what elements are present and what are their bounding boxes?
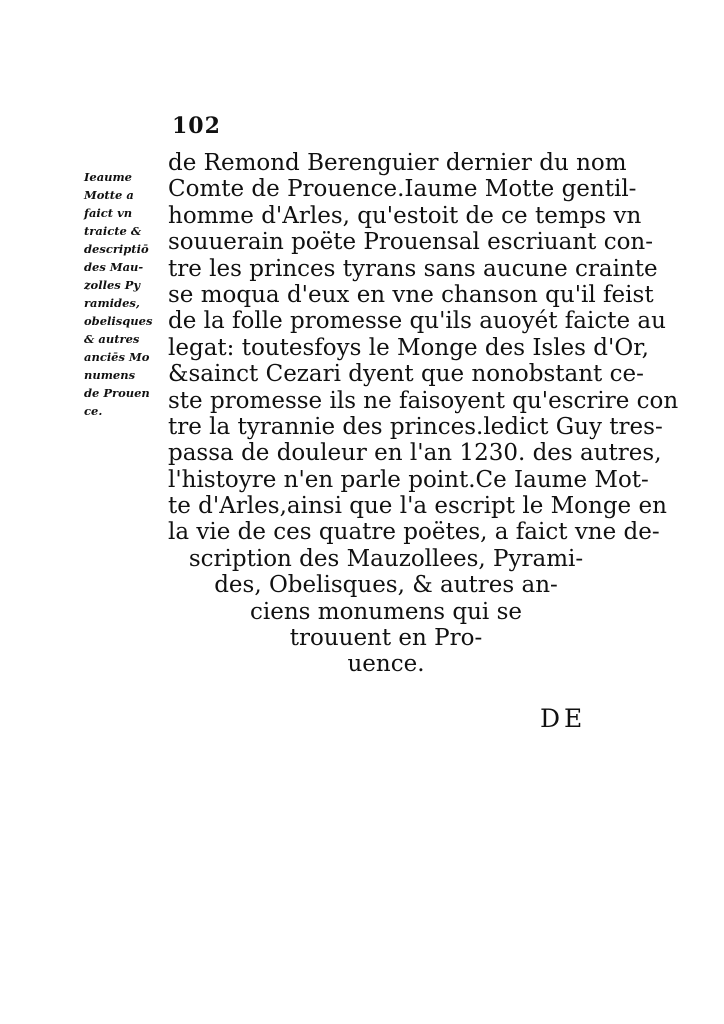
marginal-note-line: ramides,	[84, 296, 140, 310]
marginal-note-line: traicte &	[84, 224, 142, 238]
catchword: DE	[540, 704, 587, 733]
text-line: tre les princes tyrans sans aucune crainte	[168, 255, 658, 282]
text-line-tapered: des, Obelisques, & autres an-	[214, 572, 558, 599]
marginal-note-line: obelisques	[84, 314, 153, 328]
text-line: Comte de Prouence.Iaume Motte gentil-	[168, 176, 637, 203]
text-line: te d'Arles,ainsi que l'a escript le Monge en	[168, 493, 667, 520]
marginal-note-line: Ieaume	[84, 170, 132, 184]
marginal-note-line: anciēs Mo	[84, 350, 150, 364]
text-line: tre la tyrannie des princes.ledict Guy tres-	[168, 413, 663, 440]
text-line-tapered: scription des Mauzollees, Pyrami-	[188, 545, 584, 572]
marginal-note-line: & autres	[84, 332, 140, 346]
marginal-note-line: descriptiō	[84, 242, 149, 256]
text-line: la vie de ces quatre poëtes, a faict vne de-	[168, 519, 660, 546]
text-line-tapered: ciens monumens qui se	[249, 598, 523, 625]
marginal-note-line: Motte a	[84, 188, 134, 202]
marginal-note-line: numens	[84, 368, 136, 382]
page-number: 102	[172, 113, 221, 139]
text-line: l'histoyre n'en parle point.Ce Iaume Mot-	[168, 466, 649, 493]
text-line: &sainct Cezari dyent que nonobstant ce-	[168, 361, 644, 388]
marginal-note-line: ce.	[84, 404, 103, 418]
marginal-note-line: de Prouen	[84, 386, 150, 400]
marginal-note-line: zolles Py	[84, 278, 141, 292]
text-line: souuerain poëte Prouensal escriuant con-	[168, 229, 654, 256]
text-line: homme d'Arles, qu'estoit de ce temps vn	[168, 202, 642, 229]
marginal-note-line: faict vn	[84, 206, 133, 220]
text-line: se moqua d'eux en vne chanson qu'il feist	[168, 281, 654, 308]
text-line: passa de douleur en l'an 1230. des autres,	[168, 440, 662, 467]
text-line: de la folle promesse qu'ils auoyét faicte au	[168, 308, 666, 335]
text-line: legat: toutesfoys le Monge des Isles d'Or,	[168, 334, 649, 361]
marginal-note-line: des Mau-	[84, 260, 144, 274]
text-line: ste promesse ils ne faisoyent qu'escrire con	[168, 387, 679, 414]
main-text-block	[168, 150, 679, 678]
marginal-note	[84, 168, 166, 420]
text-line-tapered: uence.	[347, 651, 425, 678]
text-line-tapered: trouuent en Pro-	[289, 625, 483, 652]
text-line: de Remond Berenguier dernier du nom	[168, 150, 627, 176]
